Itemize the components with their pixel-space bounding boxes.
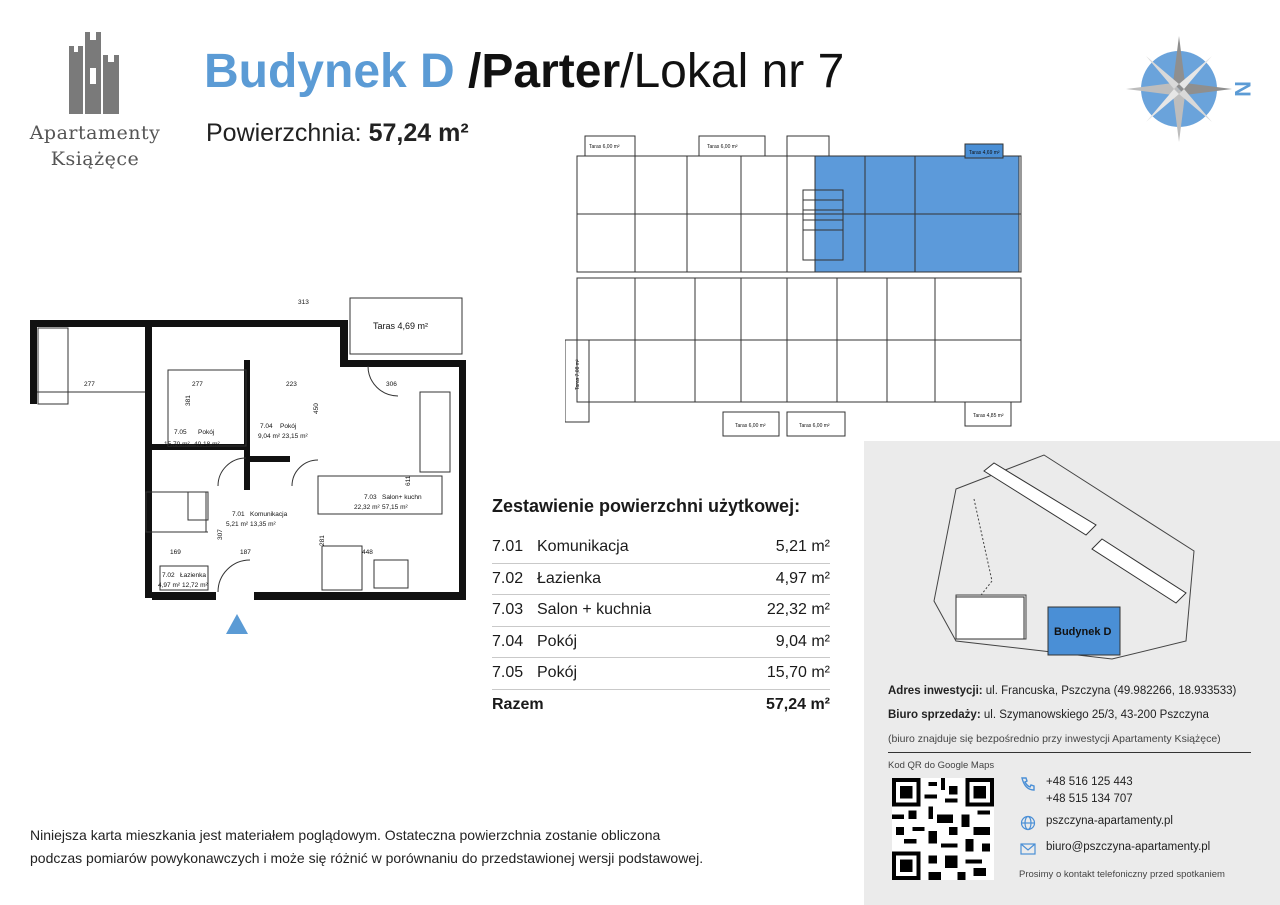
floor-name: Parter — [481, 45, 621, 98]
dimension: 223 — [286, 381, 297, 388]
room-area: 5,21 m² — [775, 538, 830, 556]
contact-note: Prosimy o kontakt telefoniczny przed spotkaniem — [1019, 869, 1225, 880]
room-label: Pokój — [198, 429, 215, 436]
room-area: 22,32 m² — [766, 601, 830, 619]
title-separator: / — [454, 45, 482, 98]
terrace-label: Taras 4,69 m² — [969, 150, 1000, 156]
table-row — [492, 564, 830, 596]
table-row — [492, 627, 830, 659]
compass-rose-icon — [1124, 34, 1264, 144]
terrace-label: Taras 4,85 m² — [973, 413, 1004, 419]
dimension: 281 — [319, 535, 326, 546]
divider — [888, 752, 1251, 753]
table-total-row — [492, 690, 830, 722]
room-label: Pokój — [280, 423, 297, 430]
room-area: 4,97 m² — [775, 569, 830, 587]
phone-number[interactable]: +48 515 134 707 — [1046, 793, 1133, 805]
globe-icon — [1019, 815, 1037, 831]
office-note: (biuro znajduje się bezpośrednio przy inwestycji Apartamenty Książęce) — [888, 733, 1221, 745]
disclaimer-line: podczas pomiarów powykonawczych i może się różnić w porównaniu do przedstawionej wersji podstawowej. — [30, 850, 704, 866]
room-label: 12,72 m² — [182, 582, 208, 589]
unit-name: Lokal nr 7 — [633, 45, 845, 98]
unit-floor-plan — [28, 296, 468, 636]
room-label: Łazienka — [180, 572, 207, 579]
room-label: 40,18 m² — [194, 441, 220, 448]
room-number: 7.04 — [492, 632, 524, 650]
dimension: 187 — [240, 549, 251, 556]
logo-line1: Apartamenty — [29, 122, 161, 144]
room-name: Pokój — [537, 632, 578, 650]
room-area: 9,04 m² — [775, 632, 830, 650]
room-label: 22,32 m² — [354, 504, 380, 511]
room-area: 15,70 m² — [766, 664, 830, 682]
room-name: Komunikacja — [537, 538, 629, 556]
terrace-label: Taras 6,00 m² — [707, 144, 738, 150]
room-name: Łazienka — [537, 569, 602, 587]
room-number: 7.03 — [492, 601, 524, 619]
office-label: Biuro sprzedaży: — [888, 709, 981, 721]
room-number: 7.05 — [492, 664, 524, 682]
website-link[interactable]: pszczyna-apartamenty.pl — [1046, 815, 1173, 827]
disclaimer-line: Niniejsza karta mieszkania jest materiałem poglądowym. Ostateczna powierzchnia zostanie obliczona — [30, 827, 661, 843]
dimension: 611 — [405, 475, 412, 486]
dimension: 307 — [217, 529, 224, 540]
room-label: 7.01 — [232, 511, 245, 518]
room-label: Salon+ kuchn — [382, 494, 422, 501]
compass-letter: N — [1230, 81, 1255, 97]
building-name: Budynek D — [204, 45, 455, 98]
room-label: Komunikacja — [250, 511, 288, 518]
area-summary — [206, 117, 469, 149]
entrance-arrow-icon — [224, 612, 250, 636]
room-label: 7.05 — [174, 429, 187, 436]
office-value: ul. Szymanowskiego 25/3, 43-200 Pszczyna — [980, 709, 1209, 721]
address-block — [888, 679, 1268, 751]
logo-line2: Książęce — [50, 148, 140, 170]
table-title: Zestawienie powierzchni użytkowej: — [492, 496, 801, 516]
room-label: 5,21 m² — [226, 521, 249, 528]
total-value: 57,24 m² — [765, 696, 830, 714]
room-name: Salon + kuchnia — [537, 601, 652, 619]
room-label: 9,04 m² — [258, 433, 281, 440]
area-table — [492, 532, 830, 721]
site-map — [864, 441, 1280, 671]
qr-code-icon[interactable] — [892, 778, 994, 880]
room-label: 57,15 m² — [382, 504, 408, 511]
email-contact — [1019, 841, 1210, 857]
dimension: 169 — [170, 549, 181, 556]
room-label: 13,35 m² — [250, 521, 276, 528]
website-contact — [1019, 815, 1173, 831]
info-panel — [864, 441, 1280, 905]
logo-text — [14, 120, 176, 172]
title-separator-2: / — [620, 45, 634, 98]
map-building-label: Budynek D — [1054, 626, 1112, 638]
mail-icon — [1019, 841, 1037, 857]
area-label: Powierzchnia: — [206, 119, 369, 147]
dimension: 448 — [362, 549, 373, 556]
table-row — [492, 532, 830, 564]
address-value: ul. Francuska, Pszczyna (49.982266, 18.933533) — [982, 685, 1237, 697]
phone-contact — [1019, 776, 1133, 805]
address-label: Adres inwestycji: — [888, 685, 983, 697]
dimension: 381 — [185, 395, 192, 406]
dimension: 450 — [313, 403, 320, 414]
room-label: 7.03 — [364, 494, 377, 501]
room-label: 7.02 — [162, 572, 175, 579]
terrace-label: Taras 7,08 m² — [575, 359, 581, 390]
dimension: 277 — [192, 381, 203, 388]
total-label: Razem — [492, 696, 544, 714]
dimension: 306 — [386, 381, 397, 388]
room-label: 4,97 m² — [158, 582, 181, 589]
email-link[interactable]: biuro@pszczyna-apartamenty.pl — [1046, 841, 1211, 853]
dimension: 277 — [84, 381, 95, 388]
page-title — [204, 42, 844, 102]
terrace-label: Taras 6,00 m² — [589, 144, 620, 150]
terrace-label: Taras 6,00 m² — [735, 423, 766, 429]
room-number: 7.01 — [492, 538, 524, 556]
room-name: Pokój — [537, 664, 578, 682]
room-label: 7.04 — [260, 423, 273, 430]
qr-label: Kod QR do Google Maps — [888, 760, 995, 771]
area-value: 57,24 m² — [368, 119, 469, 147]
disclaimer — [30, 824, 820, 870]
phone-icon — [1019, 776, 1037, 792]
terrace-label: Taras 4,69 m² — [373, 321, 429, 331]
room-number: 7.02 — [492, 569, 524, 587]
table-row — [492, 658, 830, 690]
phone-number[interactable]: +48 516 125 443 — [1046, 776, 1133, 788]
dimension: 313 — [298, 299, 309, 306]
building-floor-plan — [565, 130, 1025, 440]
room-label: 15,70 m² — [164, 441, 190, 448]
room-label: 23,15 m² — [282, 433, 308, 440]
table-row — [492, 595, 830, 627]
terrace-label: Taras 6,00 m² — [799, 423, 830, 429]
